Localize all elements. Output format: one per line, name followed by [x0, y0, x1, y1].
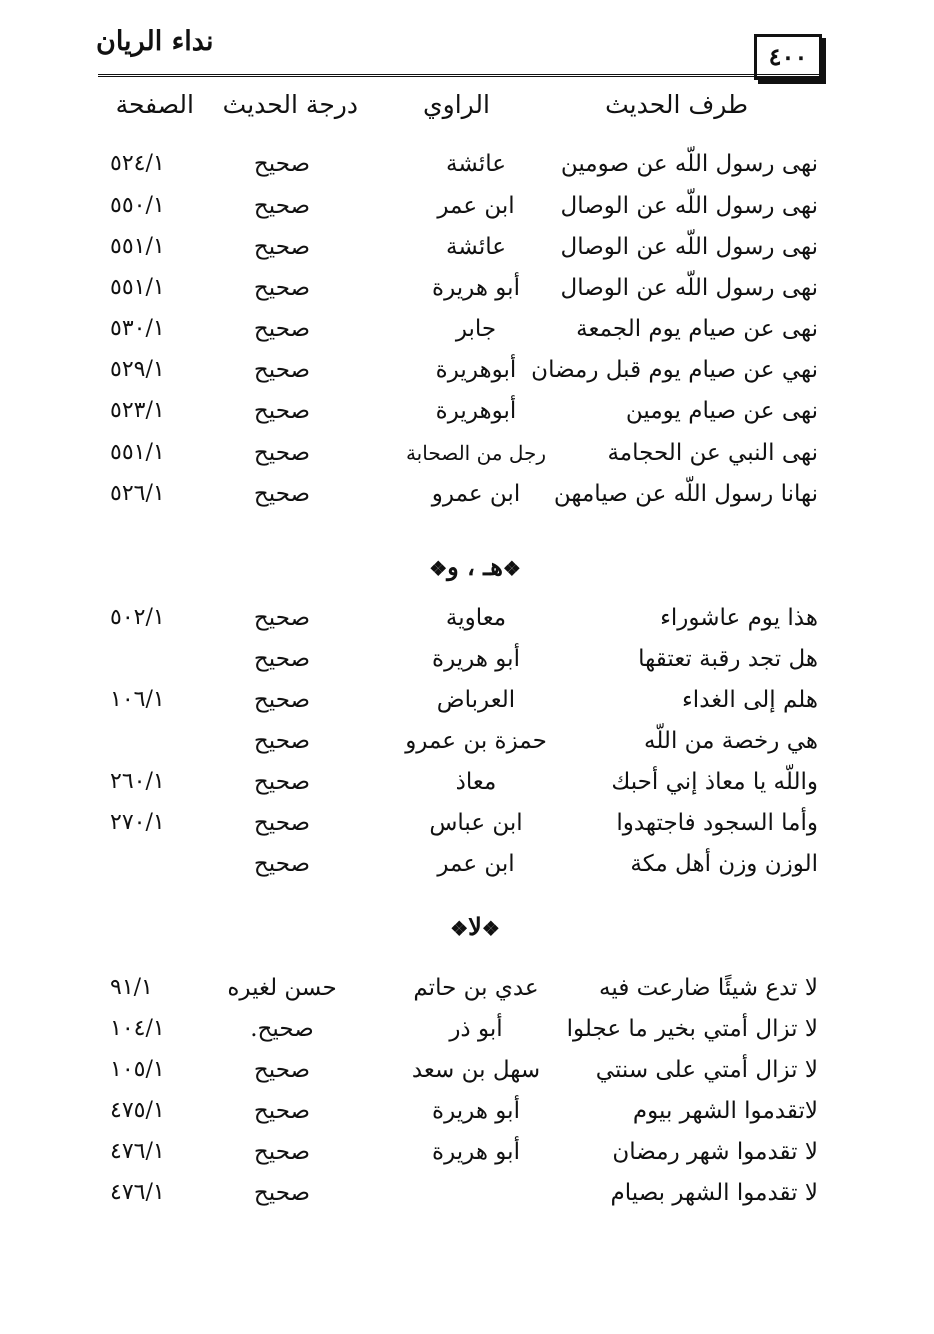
- narrator: أبو هريرة: [432, 646, 520, 672]
- narrator: أبوهريرة: [435, 398, 517, 424]
- grade: صحيح.: [250, 1016, 314, 1042]
- section-heading-ha-waw: [0, 552, 934, 581]
- grade: صحيح: [253, 1057, 311, 1083]
- grade: صحيح: [253, 810, 311, 836]
- hadith-text: نهانا رسول اللّه عن صيامهن: [553, 481, 818, 507]
- page-number: ٤٠٠: [754, 34, 822, 80]
- hadith-text: هي رخصة من اللّه: [643, 728, 818, 754]
- table-row: [0, 1091, 934, 1131]
- column-header-narrator: الراوي: [423, 90, 490, 119]
- page-ref: ٥٥٠/١: [110, 193, 165, 218]
- ornament-left-icon: ❖: [450, 916, 469, 941]
- table-row: [0, 350, 934, 390]
- page-ref: ٩١/١: [110, 975, 153, 1000]
- section-letters: هـ ، و: [447, 552, 503, 581]
- grade: صحيح: [253, 398, 311, 424]
- table-row: [0, 268, 934, 308]
- section-heading-la: [0, 912, 934, 941]
- table-row: [0, 144, 934, 184]
- grade: صحيح: [253, 234, 311, 260]
- hadith-text: هلم إلى الغداء: [681, 687, 818, 713]
- page-ref: ٥٥١/١: [110, 234, 165, 259]
- hadith-text: لا تقدموا شهر رمضان: [612, 1139, 818, 1165]
- table-row: [0, 391, 934, 431]
- page-ref: ٥٢٩/١: [110, 357, 165, 382]
- page-ref: ٤٧٦/١: [110, 1139, 165, 1164]
- grade: صحيح: [253, 275, 311, 301]
- grade: صحيح: [253, 481, 311, 507]
- grade: صحيح: [253, 316, 311, 342]
- page-ref: ٥٢٤/١: [110, 151, 165, 176]
- hadith-text: نهى رسول اللّه عن صومين: [560, 151, 818, 177]
- grade: صحيح: [253, 357, 311, 383]
- grade: صحيح: [253, 687, 311, 713]
- page-ref: ٤٧٦/١: [110, 1180, 165, 1205]
- hadith-text: نهى رسول اللّه عن الوصال: [560, 275, 818, 301]
- grade: صحيح: [253, 1098, 311, 1124]
- narrator: ابن عمر: [437, 851, 515, 877]
- hadith-text: نهى رسول اللّه عن الوصال: [560, 193, 818, 219]
- narrator: رجل من الصحابة: [405, 441, 547, 465]
- page-ref: ١٠٤/١: [110, 1016, 165, 1041]
- hadith-text: نهى النبي عن الحجامة: [607, 440, 818, 466]
- table-row: [0, 309, 934, 349]
- table-row: [0, 598, 934, 638]
- page-ref: ٥٥١/١: [110, 275, 165, 300]
- hadith-text: هل تجد رقبة تعتقها: [638, 646, 818, 672]
- ornament-right-icon: ❖: [481, 916, 500, 941]
- table-row: [0, 844, 934, 884]
- header-rule: [98, 74, 820, 77]
- hadith-text: لا تدع شيئًا ضارعت فيه: [599, 975, 818, 1001]
- narrator: معاوية: [445, 605, 507, 631]
- table-row: [0, 680, 934, 720]
- narrator: معاذ: [455, 769, 497, 795]
- grade: صحيح: [253, 728, 311, 754]
- narrator: ابن عباس: [429, 810, 523, 836]
- page-ref: ٢٧٠/١: [110, 810, 165, 835]
- hadith-text: الوزن وزن أهل مكة: [630, 851, 818, 877]
- table-row: [0, 433, 934, 473]
- narrator: أبو هريرة: [432, 275, 520, 301]
- grade: صحيح: [253, 151, 311, 177]
- page-ref: ٥٣٠/١: [110, 316, 165, 341]
- narrator: حمزة بن عمرو: [405, 728, 547, 754]
- hadith-text: لا تزال أمتي بخير ما عجلوا: [566, 1016, 818, 1042]
- grade: صحيح: [253, 769, 311, 795]
- table-row: [0, 1173, 934, 1213]
- table-row: [0, 474, 934, 514]
- grade: صحيح: [253, 440, 311, 466]
- page-ref: ٥٢٣/١: [110, 398, 165, 423]
- hadith-text: هذا يوم عاشوراء: [660, 605, 818, 631]
- narrator: عائشة: [446, 151, 506, 177]
- page-ref: ١٠٥/١: [110, 1057, 165, 1082]
- hadith-text: نهى عن صيام يومين: [625, 398, 818, 424]
- column-header-hadith: طرف الحديث: [605, 90, 748, 119]
- narrator: أبوهريرة: [435, 357, 517, 383]
- hadith-text: نهي عن صيام يوم قبل رمضان: [531, 357, 818, 383]
- column-header-page: الصفحة: [115, 90, 194, 119]
- table-row: [0, 1009, 934, 1049]
- hadith-text: لا تزال أمتي على سنتي: [595, 1057, 818, 1083]
- table-row: [0, 721, 934, 761]
- hadith-text: وأما السجود فاجتهدوا: [616, 810, 818, 836]
- grade: صحيح: [253, 1139, 311, 1165]
- page-ref: ٥٥١/١: [110, 440, 165, 465]
- hadith-text: نهى عن صيام يوم الجمعة: [576, 316, 818, 342]
- narrator: العرباض: [436, 687, 516, 713]
- ornament-right-icon: ❖: [502, 556, 521, 581]
- table-row: [0, 1050, 934, 1090]
- table-row: [0, 968, 934, 1008]
- table-row: [0, 639, 934, 679]
- hadith-text: لاتقدموا الشهر بيوم: [632, 1098, 818, 1124]
- table-row: [0, 1132, 934, 1172]
- section-letters: لا: [468, 912, 482, 941]
- narrator: أبو هريرة: [432, 1098, 520, 1124]
- table-row: [0, 186, 934, 226]
- narrator: أبو هريرة: [432, 1139, 520, 1165]
- narrator: ابن عمرو: [431, 481, 521, 507]
- narrator: ابن عمر: [437, 193, 515, 219]
- page-ref: ١٠٦/١: [110, 687, 165, 712]
- grade: صحيح: [253, 646, 311, 672]
- page-ref: ٢٦٠/١: [110, 769, 165, 794]
- hadith-text: واللّه يا معاذ إني أحبك: [611, 769, 818, 795]
- hadith-text: لا تقدموا الشهر بصيام: [610, 1180, 818, 1206]
- page-ref: ٥٠٢/١: [110, 605, 165, 630]
- ornament-left-icon: ❖: [429, 556, 448, 581]
- page-ref: ٥٢٦/١: [110, 481, 165, 506]
- running-title: نداء الريان: [96, 26, 214, 57]
- grade: صحيح: [253, 605, 311, 631]
- table-row: [0, 762, 934, 802]
- narrator: جابر: [455, 316, 497, 342]
- grade: صحيح: [253, 193, 311, 219]
- narrator: عدي بن حاتم: [413, 975, 539, 1001]
- narrator: عائشة: [446, 234, 506, 260]
- narrator: سهل بن سعد: [411, 1057, 541, 1083]
- table-row: [0, 803, 934, 843]
- table-row: [0, 227, 934, 267]
- page-ref: ٤٧٥/١: [110, 1098, 165, 1123]
- column-header-grade: درجة الحديث: [222, 90, 358, 119]
- grade: حسن لغيره: [227, 975, 337, 1001]
- narrator: أبو ذر: [449, 1016, 503, 1042]
- hadith-text: نهى رسول اللّه عن الوصال: [560, 234, 818, 260]
- grade: صحيح: [253, 851, 311, 877]
- grade: صحيح: [253, 1180, 311, 1206]
